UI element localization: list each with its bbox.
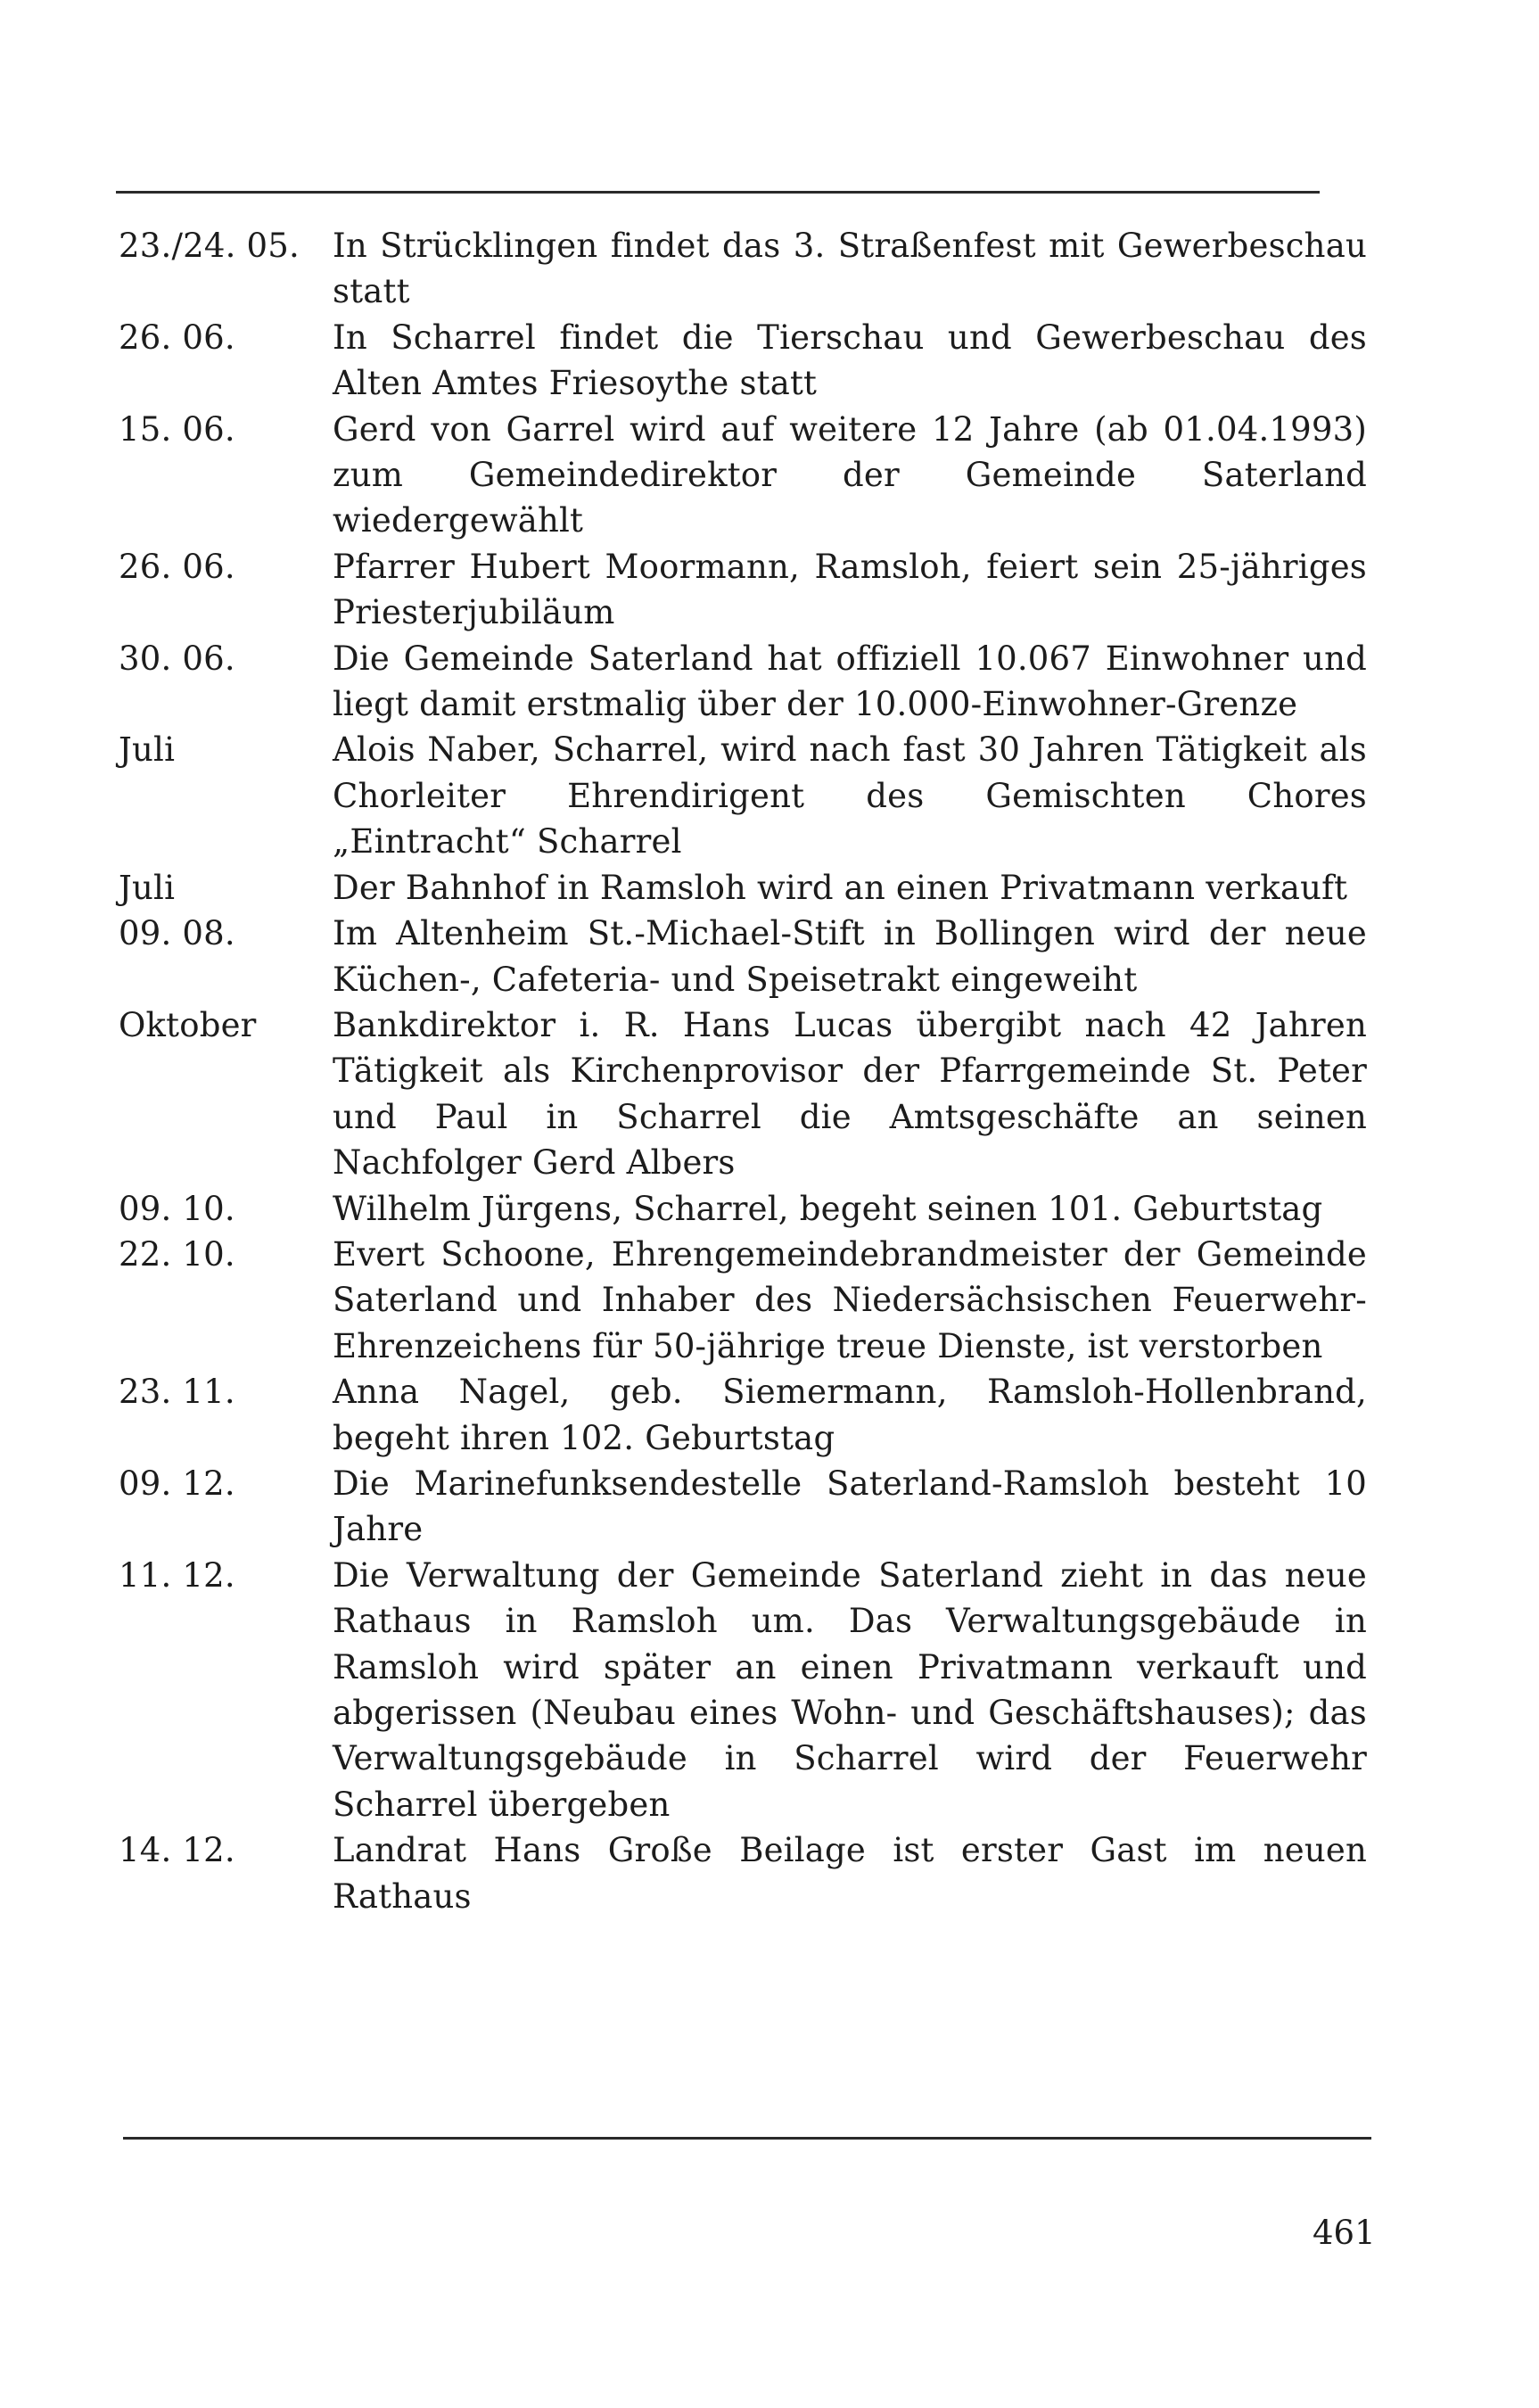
chronicle-entry [119, 1461, 1367, 1553]
entry-date: 15. 06. [119, 409, 235, 449]
chronicle-entry [119, 1002, 1367, 1186]
chronicle-entry [119, 911, 1367, 1002]
bottom-rule [123, 2137, 1371, 2140]
entry-text: Alois Naber, Scharrel, wird nach fast 30 Jahren Tätigkeit als Chorleiter Ehrendirigent des Gemischten Chores „Eintracht“ Scharrel [333, 730, 1367, 862]
entry-date: Juli [119, 730, 176, 770]
chronicle-entry [119, 1827, 1367, 1919]
chronicle-entry [119, 865, 1367, 911]
chronicle-entry [119, 1369, 1367, 1461]
entry-date: 22. 10. [119, 1234, 235, 1274]
entry-text: Die Gemeinde Saterland hat offiziell 10.067 Einwohner und liegt damit erstmalig über der 10.000-Einwohner-Grenze [333, 639, 1367, 724]
entry-text: Evert Schoone, Ehrengemeindebrandmeister der Gemeinde Saterland und Inhaber des Niedersächsischen Feuerwehr-Ehrenzeichens für 50-jährige treue Dienste, ist verstorben [333, 1234, 1367, 1365]
entry-text: Pfarrer Hubert Moormann, Ramsloh, feiert sein 25-jähriges Priesterjubiläum [333, 547, 1367, 632]
entry-date: 09. 08. [119, 914, 235, 953]
entry-text: Bankdirektor i. R. Hans Lucas übergibt nach 42 Jahren Tätigkeit als Kirchenprovisor der Pfarrgemeinde St. Peter und Paul in Scharrel die Amtsgeschäfte an seinen Nachfolger Gerd Albers [333, 1005, 1367, 1183]
chronicle-entry [119, 1553, 1367, 1827]
chronicle-entry [119, 1186, 1367, 1232]
entry-date: 26. 06. [119, 317, 235, 357]
entry-text: Landrat Hans Große Beilage ist erster Gast im neuen Rathaus [333, 1831, 1367, 1916]
entry-date: 14. 12. [119, 1831, 235, 1870]
entry-date: 09. 12. [119, 1464, 235, 1503]
entry-text: Gerd von Garrel wird auf weitere 12 Jahre (ab 01.04.1993) zum Gemeindedirektor der Gemeinde Saterland wiedergewählt [333, 409, 1367, 540]
chronicle-entry [119, 544, 1367, 636]
chronicle-entry [119, 315, 1367, 407]
entry-date: 23./24. 05. [119, 227, 300, 265]
entry-date: 11. 12. [119, 1555, 235, 1595]
entry-text: Der Bahnhof in Ramsloh wird an einen Privatmann verkauft [333, 868, 1348, 907]
entry-date: 09. 10. [119, 1189, 235, 1228]
entry-text: Im Altenheim St.-Michael-Stift in Bollingen wird der neue Küchen-, Cafeteria- und Speisetrakt eingeweiht [333, 914, 1367, 999]
entry-text: Die Verwaltung der Gemeinde Saterland zieht in das neue Rathaus in Ramsloh um. Das Verwaltungsgebäude in Ramsloh wird später an einen Privatmann verkauft und abgerissen (Neubau eines Wohn- und Geschäftshauses); das Verwaltungsgebäude in Scharrel wird der Feuerwehr Scharrel übergeben [333, 1555, 1367, 1824]
entry-date: 26. 06. [119, 547, 235, 586]
chronicle-entry [119, 636, 1367, 728]
entry-date: Oktober [119, 1005, 257, 1044]
chronicle-entry [119, 223, 1367, 315]
chronicle-entry [119, 727, 1367, 864]
entry-date: 23. 11. [119, 1373, 235, 1412]
chronicle-entry [119, 407, 1367, 544]
page-number: 461 [1313, 2214, 1376, 2252]
chronicle-list [119, 223, 1367, 1919]
entry-text: In Scharrel findet die Tierschau und Gewerbeschau des Alten Amtes Friesoythe statt [333, 317, 1367, 403]
entry-date: Juli [119, 868, 176, 907]
entry-text: Die Marinefunksendestelle Saterland-Ramsloh besteht 10 Jahre [333, 1464, 1367, 1549]
entry-text: Anna Nagel, geb. Siemermann, Ramsloh-Hollenbrand, begeht ihren 102. Geburtstag [333, 1373, 1367, 1457]
entry-text: In Strücklingen findet das 3. Straßenfest mit Gewerbeschau statt [333, 227, 1367, 311]
top-rule [116, 191, 1320, 194]
chronicle-entry [119, 1232, 1367, 1369]
entry-date: 30. 06. [119, 639, 235, 678]
entry-text: Wilhelm Jürgens, Scharrel, begeht seinen 101. Geburtstag [333, 1189, 1323, 1228]
